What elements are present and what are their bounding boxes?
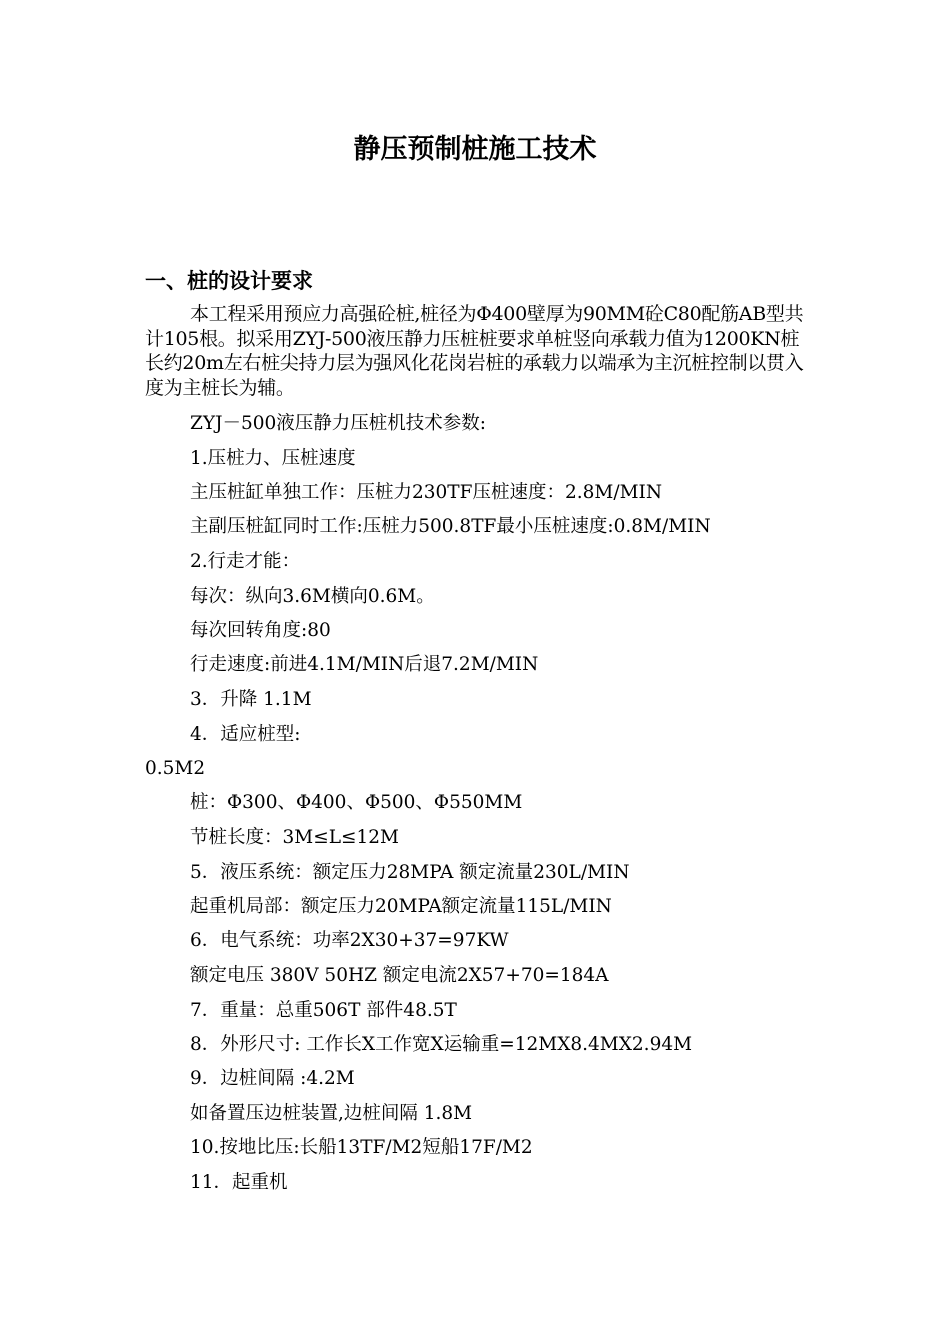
spec-line: 4．适应桩型: (190, 724, 301, 745)
section-heading: 一、桩的设计要求 (145, 269, 313, 293)
spec-line: 3．升降 1.1M (190, 689, 312, 710)
spec-line: 每次：纵向3.6M横向0.6M。 (190, 586, 435, 607)
spec-line: ZYJ－500液压静力压桩机技术参数: (190, 413, 487, 434)
spec-line: 每次回转角度:80 (190, 620, 331, 641)
spec-line: 如备置压边桩装置,边桩间隔 1.8M (190, 1103, 473, 1124)
spec-line: 1.压桩力、压桩速度 (190, 448, 356, 469)
document-title: 静压预制桩施工技术 (353, 134, 597, 165)
spec-line: 节桩长度：3M≤L≤12M (190, 827, 399, 848)
spec-line: 主副压桩缸同时工作:压桩力500.8TF最小压桩速度:0.8M/MIN (190, 516, 711, 537)
spec-line: 7．重量：总重506T 部件48.5T (190, 1000, 457, 1021)
spec-line: 9．边桩间隔 :4.2M (190, 1068, 355, 1089)
spec-line: 行走速度:前进4.1M/MIN后退7.2M/MIN (190, 654, 539, 675)
spec-line: 5．液压系统：额定压力28MPA 额定流量230L/MIN (190, 862, 630, 883)
spec-line: 桩：Φ300、Φ400、Φ500、Φ550MM (190, 792, 523, 813)
spec-line: 11．起重机 (190, 1172, 288, 1193)
spec-line: 额定电压 380V 50HZ 额定电流2X57+70=184A (190, 965, 609, 986)
spec-line: 2.行走才能： (190, 551, 301, 572)
spec-line: 6．电气系统：功率2X30+37=97KW (190, 930, 509, 951)
spec-line: 起重机局部：额定压力20MPA额定流量115L/MIN (190, 896, 612, 917)
spec-line: 主压桩缸单独工作：压桩力230TF压桩速度：2.8M/MIN (190, 482, 663, 503)
spec-line: 8．外形尺寸: 工作长X工作宽X运输重=12MX8.4MX2.94M (190, 1034, 693, 1055)
intro-paragraph: 本工程采用预应力高强砼桩,桩径为Φ400壁厚为90MM砼C80配筋AB型共计105根。拟采用ZYJ-500液压静力压桩桩要求单桩竖向承载力值为1200KN桩长约20m左右桩尖持力层为强风化花岗岩桩的承载力以端承为主沉桩控制以贯入度为主桩长为辅。 (145, 303, 804, 399)
spec-line: 0.5M2 (145, 758, 206, 779)
spec-line: 10.按地比压:长船13TF/M2短船17F/M2 (190, 1137, 533, 1158)
